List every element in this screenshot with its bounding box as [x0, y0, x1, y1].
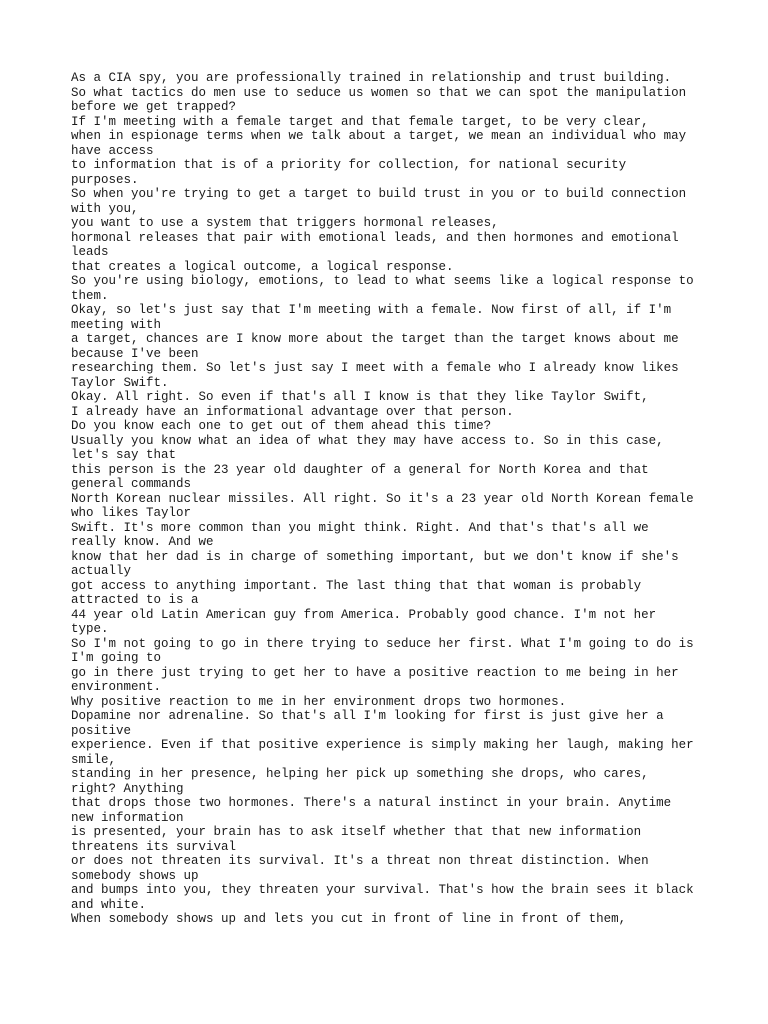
text-line: North Korean nuclear missiles. All right. So it's a 23 year old North Korean female: [71, 491, 694, 506]
text-line: I already have an informational advantage over that person.: [71, 404, 514, 419]
text-line: them.: [71, 288, 109, 303]
text-line: smile,: [71, 752, 117, 767]
text-line: got access to anything important. The last thing that that woman is probably: [71, 578, 642, 593]
text-line: that drops those two hormones. There's a natural instinct in your brain. Anytime: [71, 796, 672, 810]
text-line: and bumps into you, they threaten your survival. That's how the brain sees it black: [71, 883, 694, 897]
text-line: type.: [71, 622, 109, 636]
text-line: attracted to is a: [71, 593, 199, 607]
text-line: researching them. So let's just say I meet with a female who I already know likes: [71, 361, 679, 375]
text-line: positive: [71, 723, 132, 738]
text-line: general commands: [71, 477, 192, 491]
text-line: right? Anything: [71, 781, 184, 796]
text-line: So what tactics do men use to seduce us women so that we can spot the manipulation: [71, 85, 687, 100]
text-line: with you,: [71, 201, 139, 216]
text-line: When somebody shows up and lets you cut in front of line in front of them,: [71, 912, 627, 926]
text-line: have access: [71, 143, 154, 158]
text-line: this person is the 23 year old daughter of a general for North Korea and that: [71, 462, 649, 477]
text-line: let's say that: [71, 448, 177, 462]
text-line: So you're using biology, emotions, to lead to what seems like a logical response to: [71, 274, 694, 288]
text-line: Okay. All right. So even if that's all I know is that they like Taylor Swift,: [71, 390, 649, 404]
text-line: Taylor Swift.: [71, 375, 169, 390]
text-line: who likes Taylor: [71, 506, 192, 520]
text-line: environment.: [71, 680, 162, 694]
text-line: Do you know each one to get out of them ahead this time?: [71, 419, 492, 433]
text-line: go in there just trying to get her to have a positive reaction to me being in her: [71, 665, 679, 680]
text-line: experience. Even if that positive experience is simply making her laugh, making her: [71, 738, 694, 752]
text-line: hormonal releases that pair with emotional leads, and then hormones and emotional: [71, 230, 679, 245]
text-line: is presented, your brain has to ask itself whether that that new information: [71, 825, 642, 839]
text-line: meeting with: [71, 317, 162, 332]
text-line: So I'm not going to go in there trying to seduce her first. What I'm going to do is: [71, 636, 694, 651]
text-line: or does not threaten its survival. It's a threat non threat distinction. When: [71, 854, 649, 868]
text-line: If I'm meeting with a female target and that female target, to be very clear,: [71, 114, 649, 129]
text-line: Dopamine nor adrenaline. So that's all I'm looking for first is just give her a: [71, 709, 664, 723]
text-line: know that her dad is in charge of something important, but we don't know if she's: [71, 549, 679, 564]
text-line: because I've been: [71, 346, 199, 361]
document-page: [71, 71, 711, 927]
text-line: new information: [71, 810, 184, 825]
text-line: Okay, so let's just say that I'm meeting with a female. Now first of all, if I'm: [71, 303, 672, 317]
text-line: Usually you know what an idea of what they may have access to. So in this case,: [71, 433, 664, 448]
text-line: threatens its survival: [71, 839, 237, 854]
text-line: before we get trapped?: [71, 100, 237, 114]
text-line: a target, chances are I know more about the target than the target knows about me: [71, 332, 679, 346]
text-line: actually: [71, 564, 132, 578]
text-line: Swift. It's more common than you might think. Right. And that's that's all we: [71, 520, 649, 535]
text-line: to information that is of a priority for collection, for national security: [71, 158, 627, 172]
text-line: really know. And we: [71, 535, 214, 549]
text-line: and white.: [71, 897, 147, 912]
text-line: you want to use a system that triggers hormonal releases,: [71, 216, 499, 230]
text-line: I'm going to: [71, 651, 162, 665]
text-line: purposes.: [71, 172, 139, 187]
text-line: somebody shows up: [71, 868, 199, 883]
text-line: standing in her presence, helping her pick up something she drops, who cares,: [71, 767, 649, 781]
text-line: 44 year old Latin American guy from America. Probably good chance. I'm not her: [71, 607, 657, 622]
text-line: that creates a logical outcome, a logical response.: [71, 259, 454, 274]
text-line: As a CIA spy, you are professionally trained in relationship and trust building.: [71, 71, 672, 85]
text-line: leads: [71, 245, 109, 259]
text-line: Why positive reaction to me in her environment drops two hormones.: [71, 694, 567, 709]
text-line: So when you're trying to get a target to build trust in you or to build connection: [71, 187, 687, 201]
text-line: when in espionage terms when we talk about a target, we mean an individual who may: [71, 129, 687, 143]
